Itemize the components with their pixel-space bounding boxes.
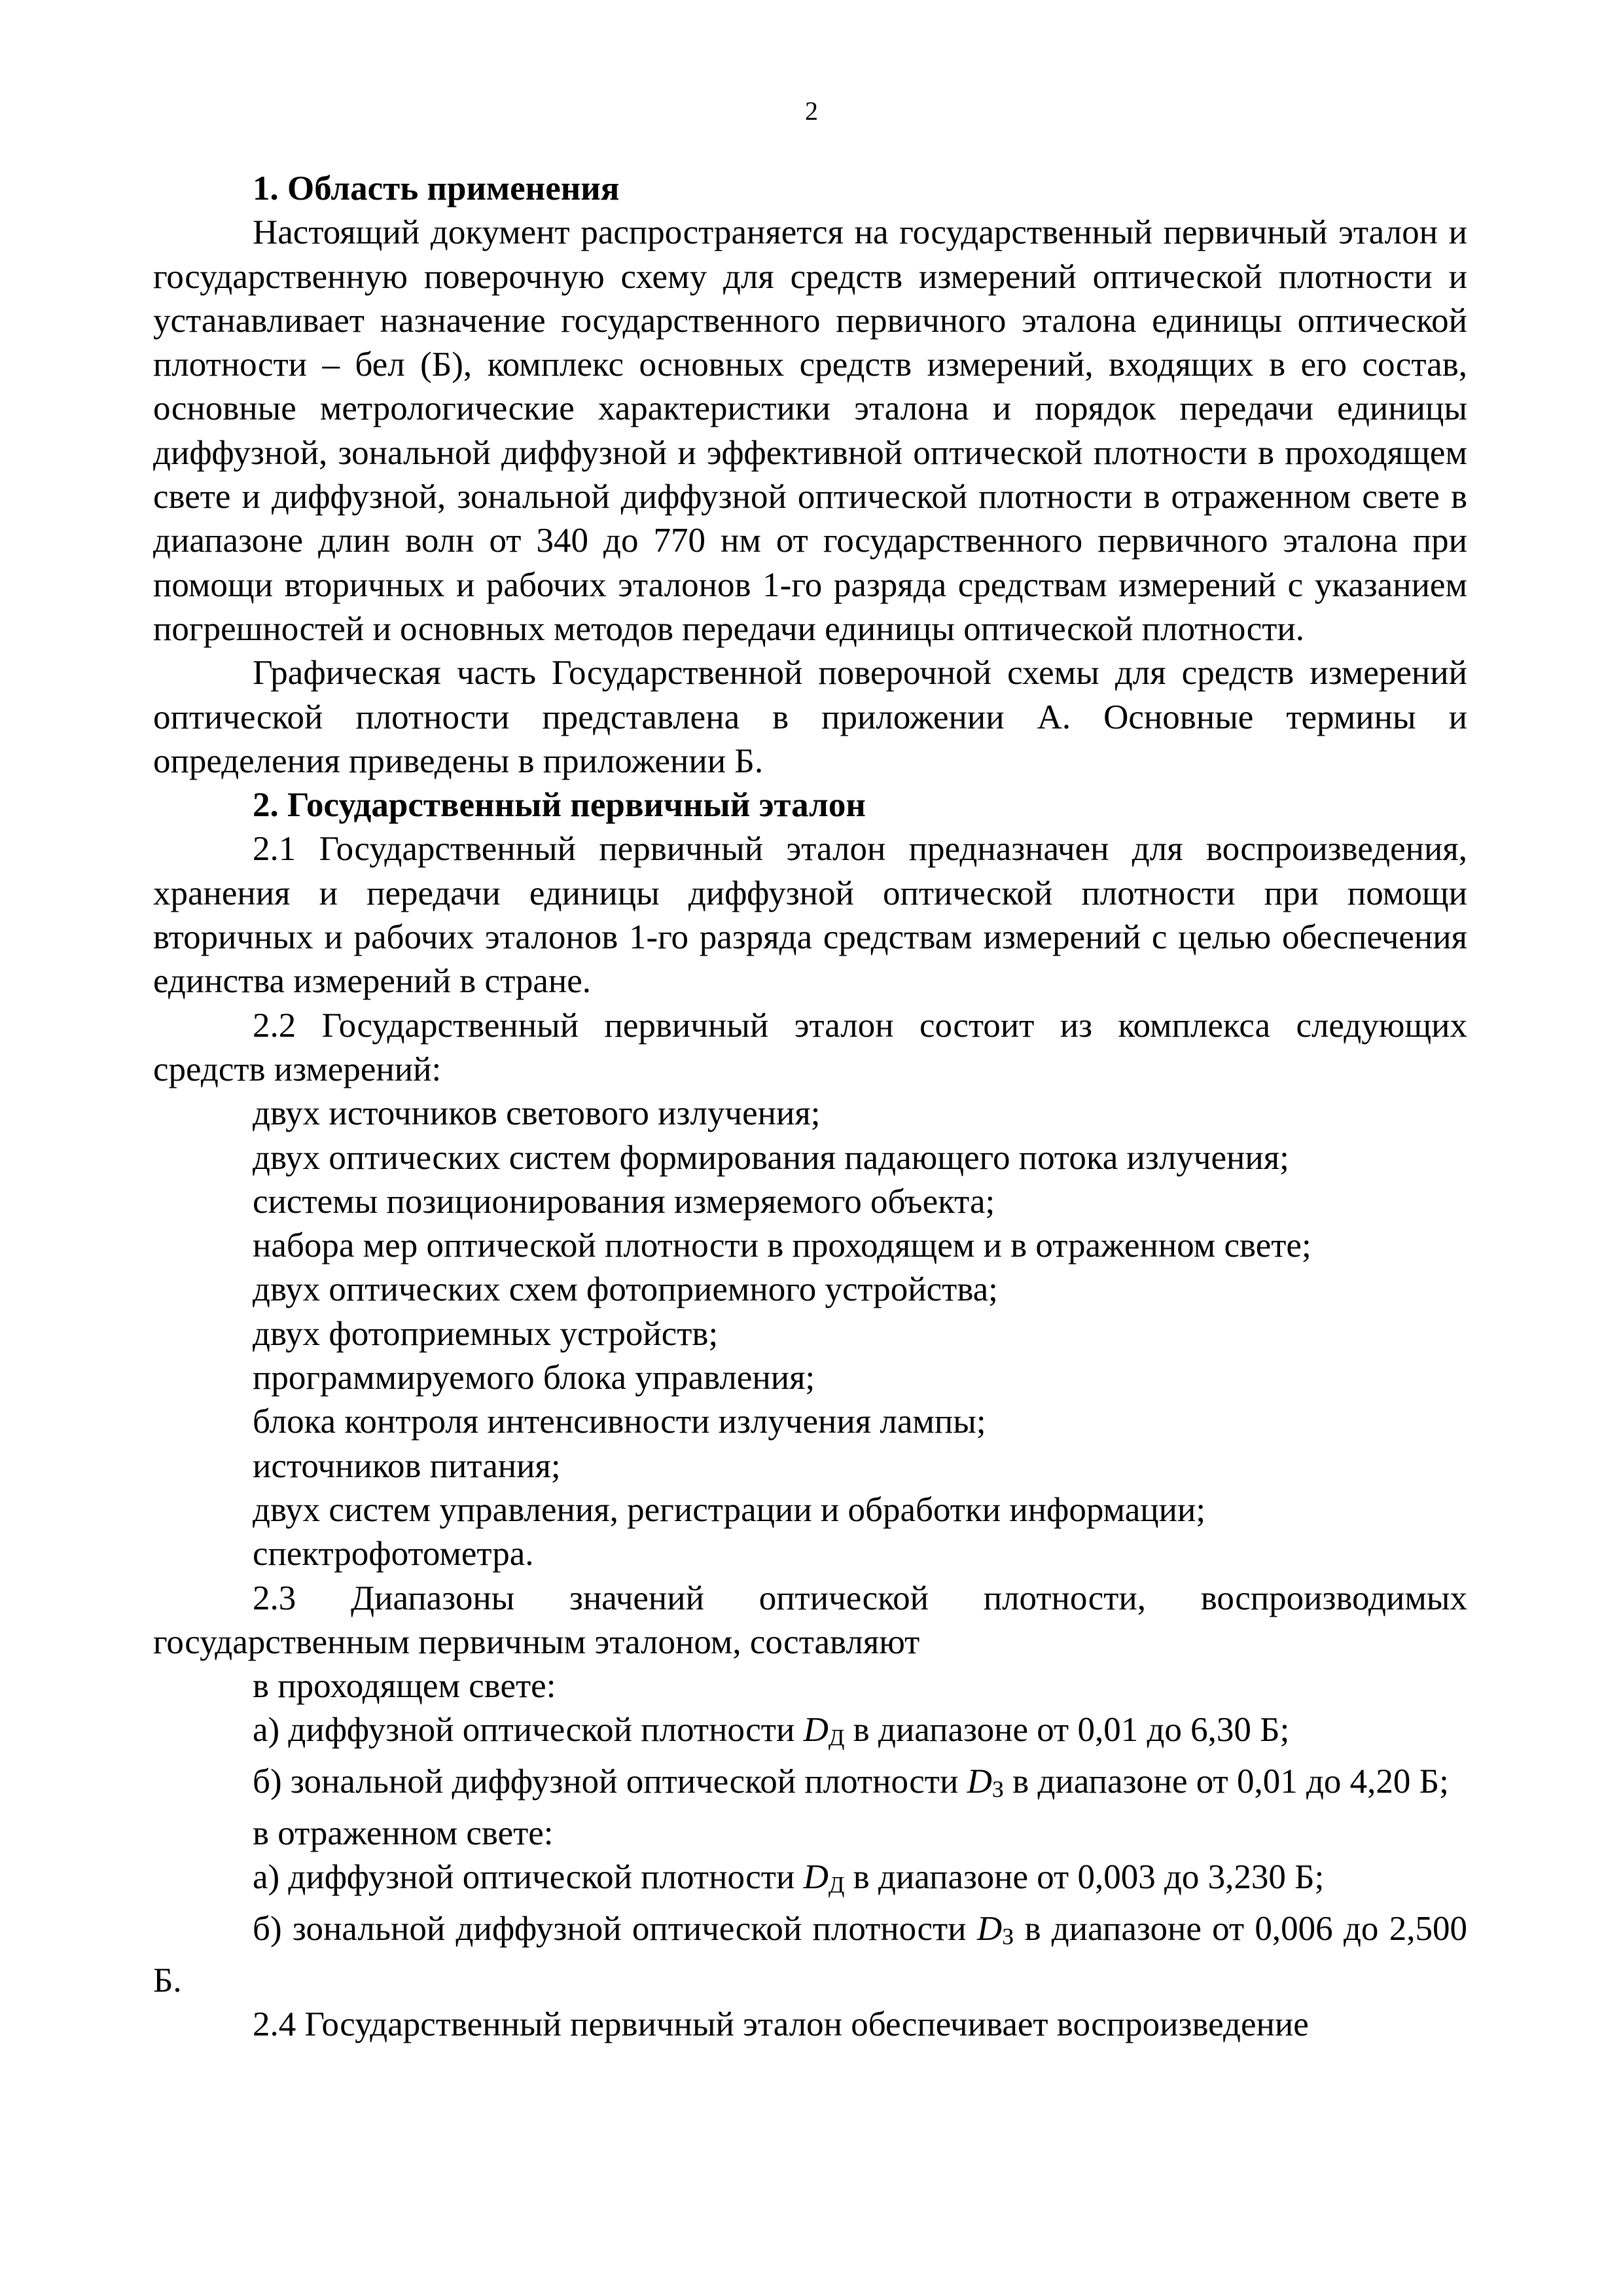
- list-item: двух фотоприемных устройств;: [253, 1314, 719, 1353]
- list-item: набора мер оптической плотности в проходящем и в отраженном свете;: [253, 1227, 1311, 1265]
- range-text: а) диффузной оптической плотности: [253, 1858, 804, 1897]
- reflected-zonal-range: [153, 1907, 1467, 2003]
- list-item: программируемого блока управления;: [253, 1359, 815, 1397]
- density-subscript: Д: [828, 1871, 845, 1898]
- range-text: в диапазоне от 0,01 до 4,20 Б;: [1003, 1763, 1449, 1801]
- density-subscript: З: [991, 1776, 1004, 1803]
- range-text: а) диффузной оптической плотности: [253, 1711, 804, 1749]
- list-item: двух источников светового излучения;: [253, 1094, 821, 1133]
- density-subscript: З: [1002, 1923, 1014, 1950]
- transmitted-zonal-range: [153, 1760, 1467, 1812]
- list-item: двух оптических систем формирования падающего потока излучения;: [253, 1138, 1289, 1177]
- section-1-heading: 1. Область применения: [253, 170, 620, 207]
- list-item: системы позиционирования измеряемого объекта;: [253, 1182, 995, 1221]
- list-item: блока контроля интенсивности излучения лампы;: [253, 1403, 986, 1441]
- list-item: спектрофотометра.: [253, 1535, 534, 1573]
- list-item: источников питания;: [253, 1446, 561, 1485]
- reflected-diffuse-range: [153, 1856, 1467, 1907]
- clause-2-2: 2.2 Государственный первичный эталон состоит из комплекса следующих средств измерений:: [153, 1006, 1467, 1088]
- transmitted-light-label: в проходящем свете:: [253, 1667, 556, 1706]
- range-text: в диапазоне от 0,006 до 2,500 Б.: [153, 1910, 1467, 2000]
- density-symbol: D: [976, 1910, 1003, 1948]
- reflected-light-label: в отраженном свете:: [253, 1814, 554, 1852]
- document-body: [153, 167, 1467, 2047]
- density-subscript: Д: [828, 1724, 845, 1751]
- density-symbol: D: [803, 1858, 829, 1897]
- clause-2-3: 2.3 Диапазоны значений оптической плотности, воспроизводимых государственным первичным эталоном, составляют: [153, 1579, 1467, 1661]
- page-number: 2: [805, 96, 818, 126]
- density-symbol: D: [803, 1711, 829, 1749]
- range-text: в диапазоне от 0,003 до 3,230 Б;: [844, 1858, 1325, 1897]
- transmitted-diffuse-range: [153, 1708, 1467, 1760]
- range-text: б) зональной диффузной оптической плотности: [253, 1910, 977, 1948]
- scope-paragraph: Настоящий документ распространяется на государственный первичный эталон и государственную поверочную схему для средств измерений оптической плотности и устанавливает назначение государственного первичного эталона единицы оптической плотности – бел (Б), комплекс основных средств измерений, входящих в его состав, основные метрологические характеристики эталона и порядок передачи единицы диффузной, зональной диффузной и эффективной оптической плотности в проходящем свете и диффузной, зональной диффузной оптической плотности в отраженном свете в диапазоне длин волн от 340 до 770 нм от государственного первичного эталона при помощи вторичных и рабочих эталонов 1-го разряда средствам измерений с указанием погрешностей и основных методов передачи единицы оптической плотности.: [153, 213, 1467, 648]
- density-symbol: D: [967, 1763, 992, 1801]
- section-2-heading: 2. Государственный первичный эталон: [253, 786, 866, 825]
- clause-2-1: 2.1 Государственный первичный эталон предназначен для воспроизведения, хранения и передачи единицы диффузной оптической плотности при помощи вторичных и рабочих эталонов 1-го разряда средствам измерений с целью обеспечения единства измерений в стране.: [153, 830, 1467, 1001]
- clause-2-4: 2.4 Государственный первичный эталон обеспечивает воспроизведение: [253, 2005, 1309, 2044]
- list-item: двух систем управления, регистрации и обработки информации;: [253, 1490, 1206, 1529]
- graphic-part-paragraph: Графическая часть Государственной поверочной схемы для средств измерений оптической плотности представлена в приложении А. Основные термины и определения приведены в приложении Б.: [153, 654, 1467, 780]
- range-text: б) зональной диффузной оптической плотности: [253, 1763, 967, 1801]
- range-text: в диапазоне от 0,01 до 6,30 Б;: [844, 1711, 1290, 1749]
- components-list: [153, 1092, 1467, 1576]
- list-item: двух оптических схем фотоприемного устройства;: [253, 1270, 998, 1309]
